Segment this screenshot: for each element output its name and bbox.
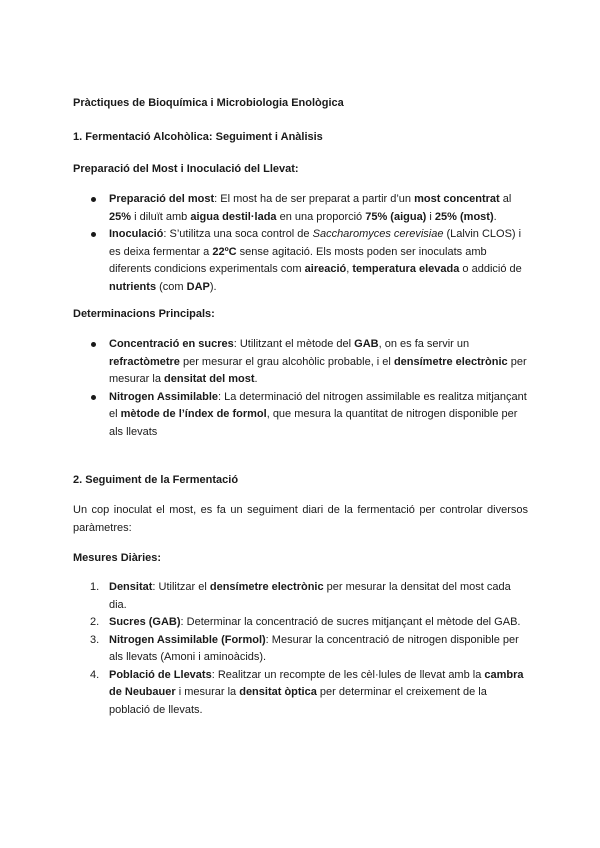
section-1-heading: 1. Fermentació Alcohòlica: Seguiment i Anàlisis (73, 131, 323, 143)
det-bullet-list (73, 336, 528, 441)
section-2-heading: 2. Seguiment de la Fermentació (73, 474, 239, 486)
list-item: 1. Densitat: Utilitzar el densímetre electrònic per mesurar la densitat del most cada dia. (90, 581, 511, 611)
mesures-heading: Mesures Diàries: (73, 552, 162, 564)
list-number: 1. (90, 581, 100, 593)
list-item: 2. Sucres (GAB): Determinar la concentració de sucres mitjançant el mètode del GAB. (73, 614, 528, 632)
list-item: Preparació del most: El most ha de ser preparat a partir d’un most concentrat al 25% i diluït amb aigua destil·lada en una proporció 75% (aigua) i 25% (most). (73, 191, 528, 226)
document-title: Pràctiques de Bioquímica i Microbiologia Enològica (73, 97, 344, 109)
prep-bullet-list (73, 191, 528, 296)
list-item: Concentració en sucres: Utilitzant el mètode del GAB, on es fa servir un refractòmetre per mesurar el grau alcohòlic probable, i el densímetre electrònic per mesurar la densitat del most. (73, 336, 528, 389)
list-item: Nitrogen Assimilable: La determinació del nitrogen assimilable es realitza mitjançant el mètode de l’índex de formol, que mesura la quantitat de nitrogen disponible per als llevats (73, 389, 528, 442)
list-item: Inoculació: S’utilitza una soca control de Saccharomyces cerevisiae (Lalvin CLOS) i es deixa fermentar a 22ºC sense agitació. Els mosts poden ser inoculats amb diferents condicions experimentals com aireació, temperatura elevada o addició de nutrients (com DAP). (73, 226, 528, 296)
list-item: 3. Nitrogen Assimilable (Formol): Mesurar la concentració de nitrogen disponible per als llevats (Amoni i aminoàcids). (90, 633, 519, 663)
prep-heading: Preparació del Most i Inoculació del Llevat: (73, 163, 299, 175)
list-number: 4. (90, 668, 100, 681)
list-number: 2. (90, 616, 100, 628)
det-heading: Determinacions Principals: (73, 308, 215, 320)
list-item: 4. Població de Llevats: Realitzar un recompte de les cèl·lules de llevat amb la cambra de Neubauer i mesurar la densitat òptica per determinar el creixement de la població de llevats. (90, 668, 524, 716)
section-2-paragraph: Un cop inoculat el most, es fa un seguiment diari de la fermentació per controlar diversos paràmetres: (73, 504, 528, 534)
mesures-numbered-list (73, 579, 528, 719)
list-number: 3. (90, 633, 100, 646)
